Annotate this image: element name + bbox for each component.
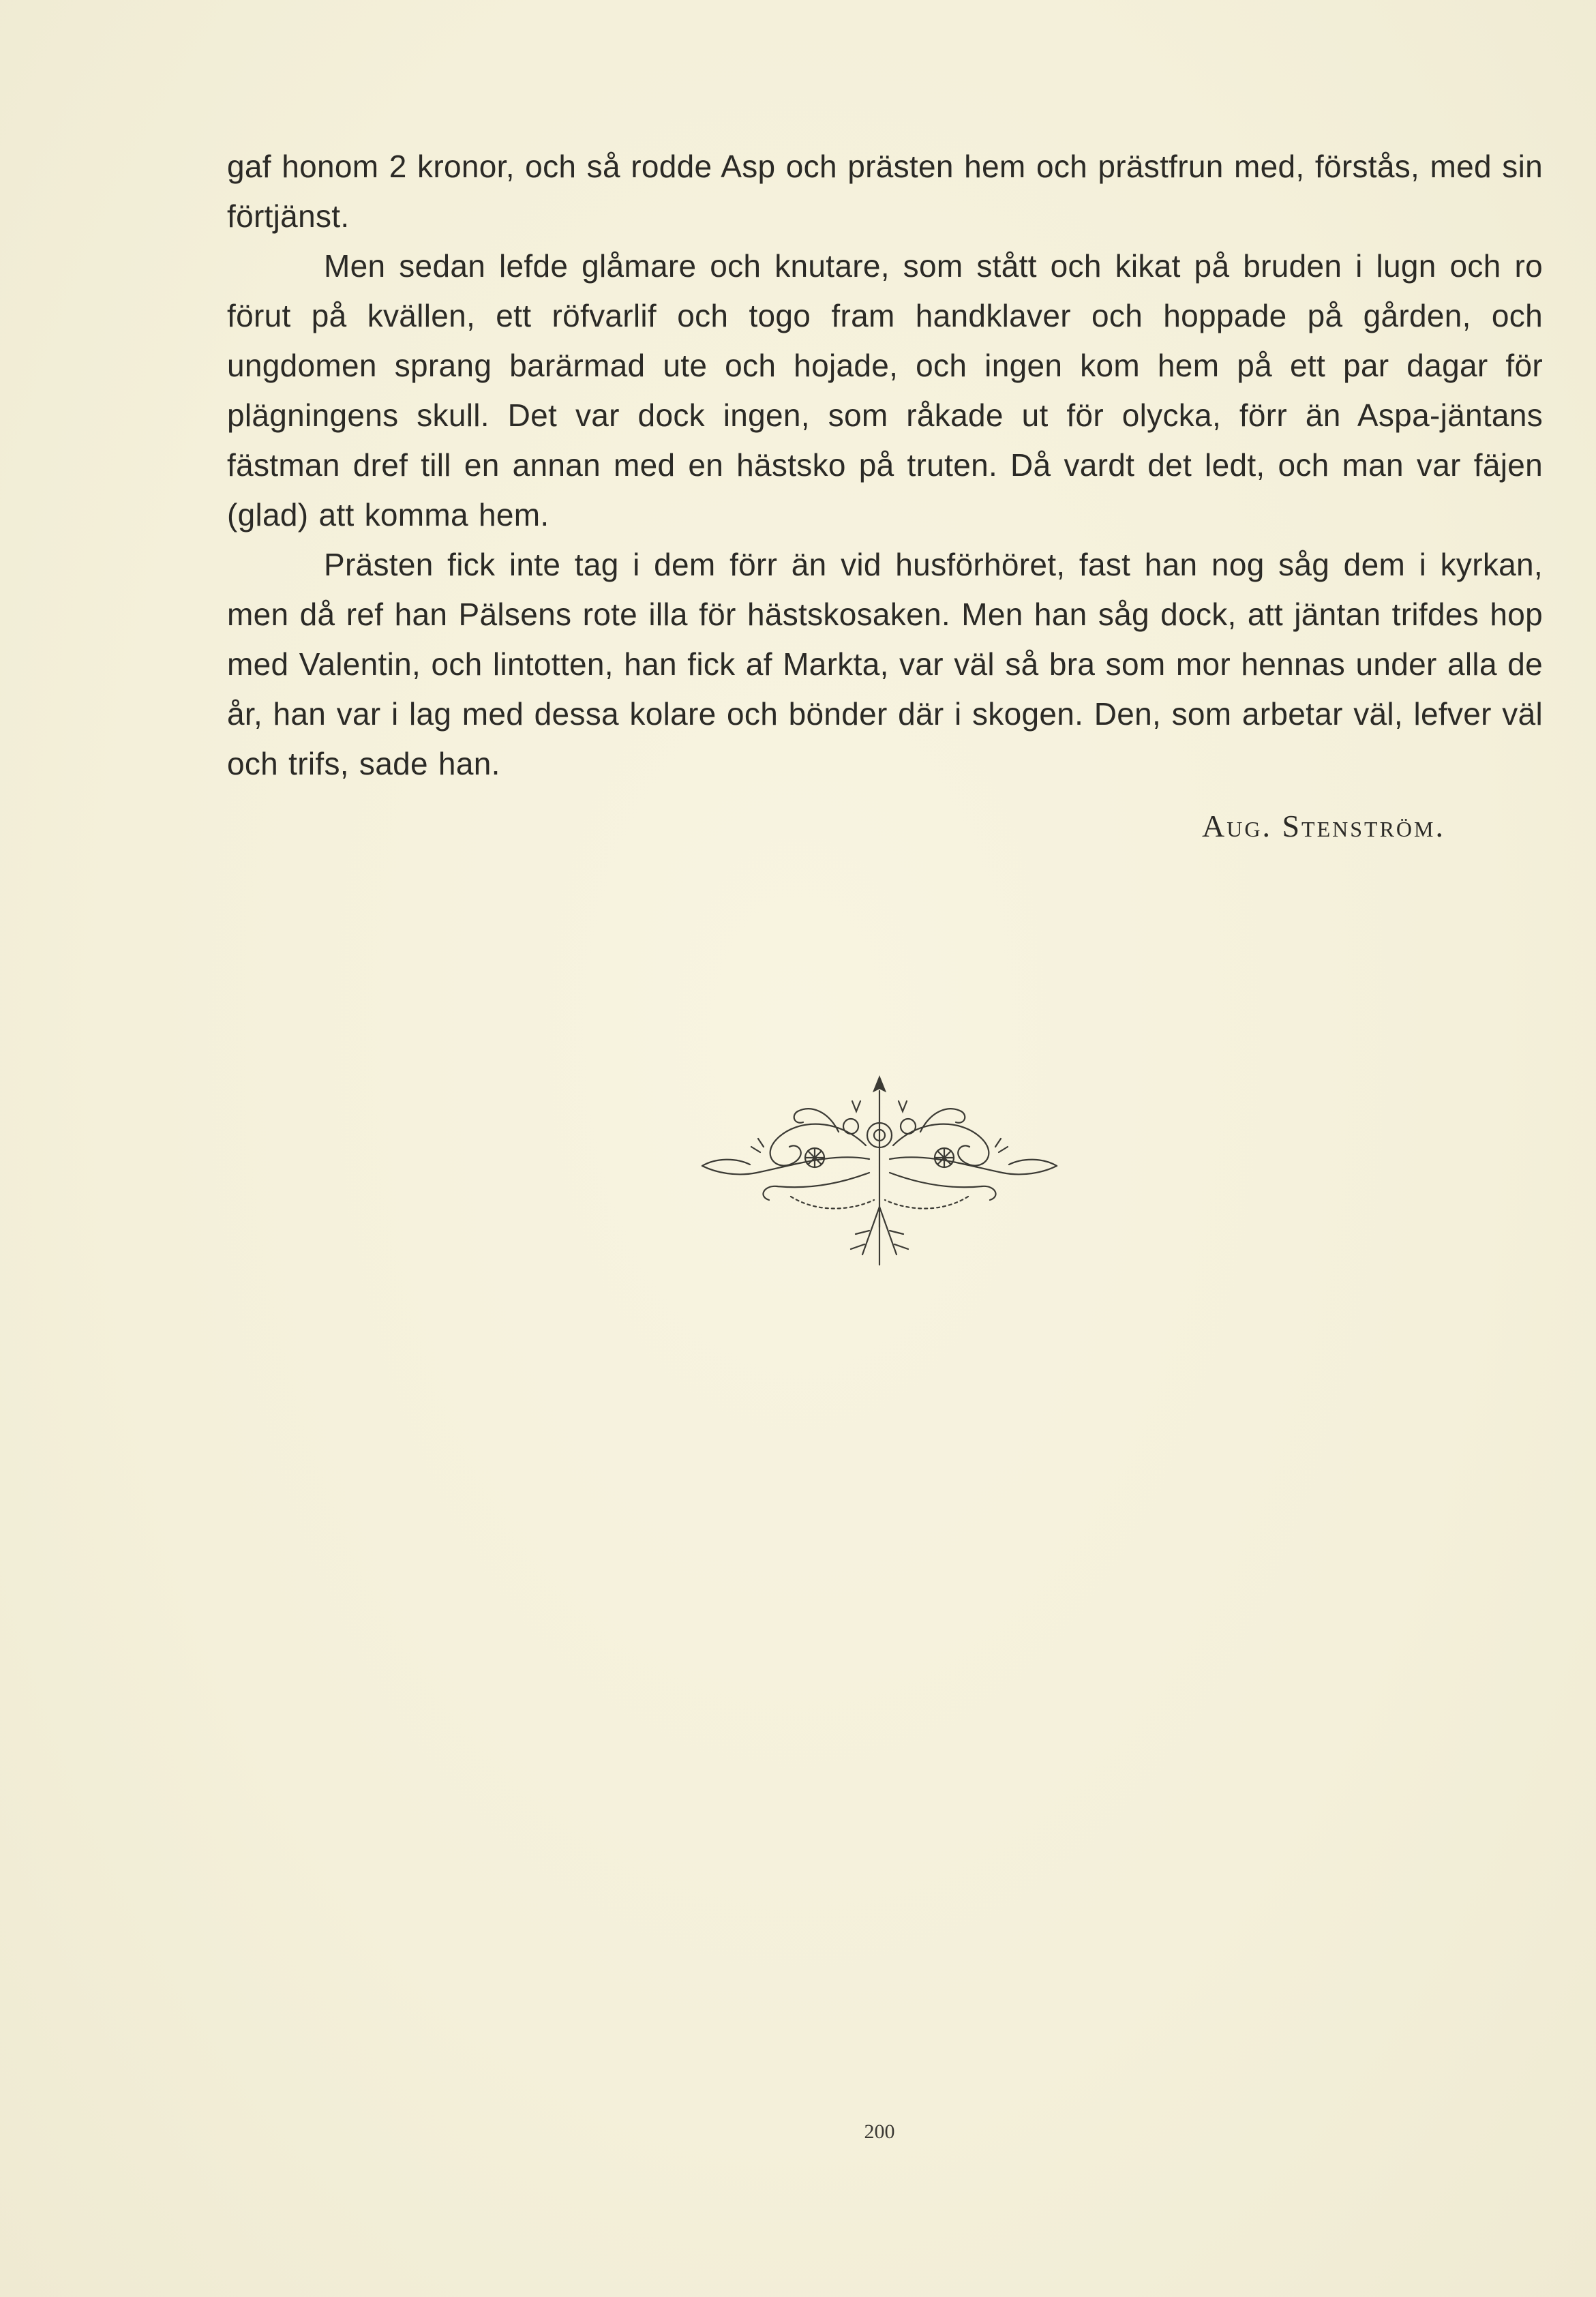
- paragraph-wedding-aftermath: Men sedan lefde glåmare och knutare, som stått och kikat på bruden i lugn och ro förut på kvällen, ett röfvarlif och togo fram handklaver och hoppade på gården, och ungdomen sprang barärmad ute och hojade, och ingen kom hem på ett par dagar för plägningens skull. Det var dock ingen, som råkade ut för olycka, förr än Aspa-jäntans fästman dref till en annan med en hästsko på truten. Då vardt det ledt, och man var fäjen (glad) att komma hem.: [227, 248, 1543, 532]
- body-text: [227, 142, 1543, 789]
- author-signature: Aug. Stenström.: [1202, 809, 1445, 843]
- page-number: 200: [864, 2120, 895, 2143]
- paragraph-continuation: gaf honom 2 kronor, och så rodde Asp och prästen hem och prästfrun med, förstås, med sin förtjänst.: [227, 149, 1543, 234]
- paragraph-priest: Prästen fick inte tag i dem förr än vid husförhöret, fast han nog såg dem i kyrkan, men då ref han Pälsens rote illa för hästskosaken. Men han såg dock, att jäntan trifdes hop med Valentin, och lintotten, han fick af Markta, var väl så bra som mor hennas under alla de år, han var i lag med dessa kolare och bönder där i skogen. Den, som arbetar väl, lefver väl och trifs, sade han.: [227, 547, 1543, 781]
- decorative-flourish-icon: [695, 1070, 1064, 1275]
